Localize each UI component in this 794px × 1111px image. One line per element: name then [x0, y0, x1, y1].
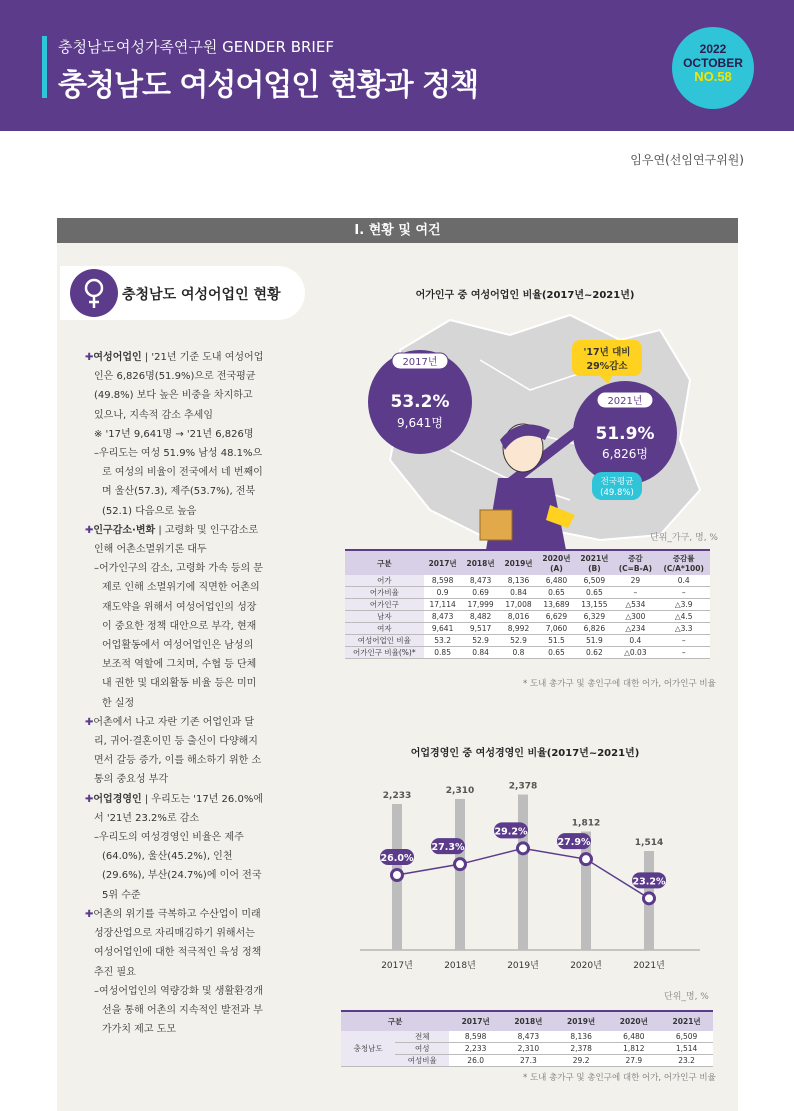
issue-month: OCTOBER — [683, 56, 743, 70]
issue-year: 2022 — [699, 42, 727, 56]
bubble-2017-year: 2017년 — [402, 357, 438, 368]
table-header: 2018년 — [462, 550, 500, 575]
body-text — [85, 348, 265, 1039]
topic-title: 충청남도 여성어업인 현황 — [122, 287, 281, 303]
table-row: 남자 8,473 8,482 8,016 6,629 6,329 △300 △4.5 — [345, 611, 710, 623]
ratio-point — [392, 870, 403, 881]
table-row: 어가 8,598 8,473 8,136 6,480 6,509 29 0.4 — [345, 575, 710, 587]
svg-text:전국평균: 전국평균 — [600, 477, 634, 487]
table-header: 2017년 — [424, 550, 462, 575]
author: 임우연(선임연구위원) — [630, 153, 744, 167]
svg-text:'17년 대비: '17년 대비 — [583, 347, 631, 358]
table-row: 여성비율 26.0 27.3 29.2 27.9 23.2 — [341, 1055, 713, 1067]
manager-ratio-chart — [350, 760, 710, 980]
table-header: 2019년 — [500, 550, 538, 575]
map-infographic — [360, 300, 720, 550]
ratio-label: 23.2% — [632, 876, 666, 888]
table-row: 어가인구 17,114 17,999 17,008 13,689 13,155 △534 △3.9 — [345, 599, 710, 611]
svg-text:(49.8%): (49.8%) — [600, 488, 634, 498]
bullet-diversity: ✚어촌에서 나고 자란 기존 어업인과 달리, 귀어·결혼이민 등 출신이 다양해지면서 갈등 증가, 이를 해소하기 위한 소통의 중요성 부각 — [85, 716, 262, 786]
table-row: 어가인구 비율(%)* 0.85 0.84 0.8 0.65 0.62 △0.03 – — [345, 647, 710, 659]
table-row: 여성어업인 비율 53.2 52.9 52.9 51.5 51.9 0.4 – — [345, 635, 710, 647]
accent-bar — [42, 36, 47, 98]
dash-item: –여성어업인의 역량강화 및 생활환경개선을 통해 어촌의 지속적인 발전과 부가가치 제고 도모 — [94, 985, 264, 1036]
ratio-point — [644, 893, 655, 904]
table-row: 여성 2,233 2,310 2,378 1,812 1,514 — [341, 1043, 713, 1055]
bar-value-label: 2,310 — [445, 785, 475, 796]
table-header: 2021년 (B) — [575, 550, 613, 575]
bubble-2021-pct: 51.9% — [595, 424, 655, 444]
x-tick-label: 2020년 — [570, 961, 602, 971]
map-chart-title: 어가인구 중 여성어업인 비율(2017년~2021년) — [415, 290, 635, 301]
fisher-population-table — [345, 549, 710, 659]
ratio-label: 26.0% — [380, 853, 414, 864]
header-banner — [0, 0, 794, 131]
manager-table: 구분 2017년 2018년 2019년 2020년 2021년 충청남도 전체 8,598 8,473 8,136 6,480 6,509 여성 2,233 2,310 2,378 1,812 1,514 여성비율 26.0 27.3 29.2 27.9 23.2 — [341, 1010, 713, 1067]
dash-item: –우리도의 여성경영인 비율은 제주(64.0%), 울산(45.2%), 인천(29.6%), 부산(24.7%)에 이어 전국 5위 수준 — [94, 832, 262, 901]
bubble-2021-count: 6,826명 — [602, 447, 648, 461]
female-symbol-icon — [70, 269, 118, 317]
table-header: 구분 — [345, 550, 424, 575]
table-row: 어가비율 0.9 0.69 0.84 0.65 0.65 – – — [345, 587, 710, 599]
bar-value-label: 2,233 — [382, 790, 412, 801]
dash-item: –우리도는 여성 51.9% 남성 48.1%으로 여성의 비율이 전국에서 네 번째이며 울산(57.3), 제주(53.7%), 전북(52.1) 다음으로 높음 — [94, 448, 263, 517]
bubble-2017-pct: 53.2% — [390, 392, 450, 412]
topic-heading — [60, 266, 305, 320]
bar — [518, 795, 528, 950]
x-tick-label: 2019년 — [507, 961, 539, 971]
chart2-unit: 단위_명, % — [664, 992, 709, 1002]
bar — [455, 799, 465, 950]
section-title: Ⅰ. 현황 및 여건 — [57, 218, 738, 243]
ratio-point — [518, 843, 529, 854]
ratio-label: 29.2% — [494, 826, 528, 838]
svg-text:29%감소: 29%감소 — [586, 361, 628, 372]
table-header: 증감 (C=B-A) — [613, 550, 657, 575]
bubble-2017-count: 9,641명 — [397, 416, 443, 430]
brief-subtitle: 충청남도여성가족연구원 GENDER BRIEF — [58, 38, 334, 56]
table1-note: * 도내 총가구 및 총인구에 대한 어가, 어가인구 비율 — [523, 679, 716, 689]
x-tick-label: 2018년 — [444, 961, 476, 971]
x-tick-label: 2017년 — [381, 961, 413, 971]
issue-number: NO.58 — [694, 69, 732, 84]
bullet-population-decline: ✚인구감소·변화 | 고령화 및 인구감소로 인해 어촌소멸위기론 대두 — [85, 524, 259, 556]
bar-value-label: 1,812 — [571, 818, 601, 829]
table-row: 충청남도 전체 8,598 8,473 8,136 6,480 6,509 — [341, 1031, 713, 1043]
issue-badge — [672, 27, 754, 109]
ratio-point — [455, 859, 466, 870]
table1-unit: 단위_가구, 명, % — [650, 533, 718, 543]
bubble-2021-year: 2021년 — [607, 396, 643, 407]
ratio-label: 27.3% — [431, 842, 465, 854]
page-title: 충청남도 여성어업인 현황과 정책 — [58, 68, 479, 103]
bar-chart-title: 어업경영인 중 여성경영인 비율(2017년~2021년) — [410, 748, 640, 759]
note-line: ※ '17년 9,641명 → '21년 6,826명 — [94, 428, 254, 440]
bar-value-label: 1,514 — [634, 838, 664, 849]
ratio-label: 27.9% — [557, 837, 591, 849]
bullet-women-fishers: ✚여성어업인 | '21년 기준 도내 여성어업인은 6,826명(51.9%)으로 전국평균(49.8%) 보다 높은 비중을 차지하고 있으나, 지속적 감소 추세임 — [85, 352, 264, 421]
x-tick-label: 2021년 — [633, 961, 665, 971]
bar-value-label: 2,378 — [508, 781, 538, 792]
table-row: 여자 9,641 9,517 8,992 7,060 6,826 △234 △3.3 — [345, 623, 710, 635]
table2-note: * 도내 총가구 및 총인구에 대한 어가, 어가인구 비율 — [523, 1073, 716, 1083]
bar — [581, 832, 591, 950]
ratio-point — [581, 854, 592, 865]
bullet-policy: ✚어촌의 위기를 극복하고 수산업이 미래 성장산업으로 자리매김하기 위해서는 여성어업인에 대한 적극적인 육성 정책 추진 필요 — [85, 908, 262, 978]
table-header: 2020년 (A) — [537, 550, 575, 575]
dash-item: –어가인구의 감소, 고령화 가속 등의 문제로 인해 소멸위기에 직면한 어촌의 재도약을 위해서 여성어업인의 성장이 중요한 정책 대안으로 부각, 현재 어업활동에서 여성어업인은 남성의 보조적 역할에 그치며, 수협 등 단체 내 권한 및 대외활동 비율 등은 미미한 실정 — [94, 563, 263, 709]
table-header: 증감률 (C/A*100) — [657, 550, 710, 575]
bullet-managers: ✚어업경영인 | 우리도는 '17년 26.0%에서 '21년 23.2%로 감소 — [85, 793, 263, 824]
